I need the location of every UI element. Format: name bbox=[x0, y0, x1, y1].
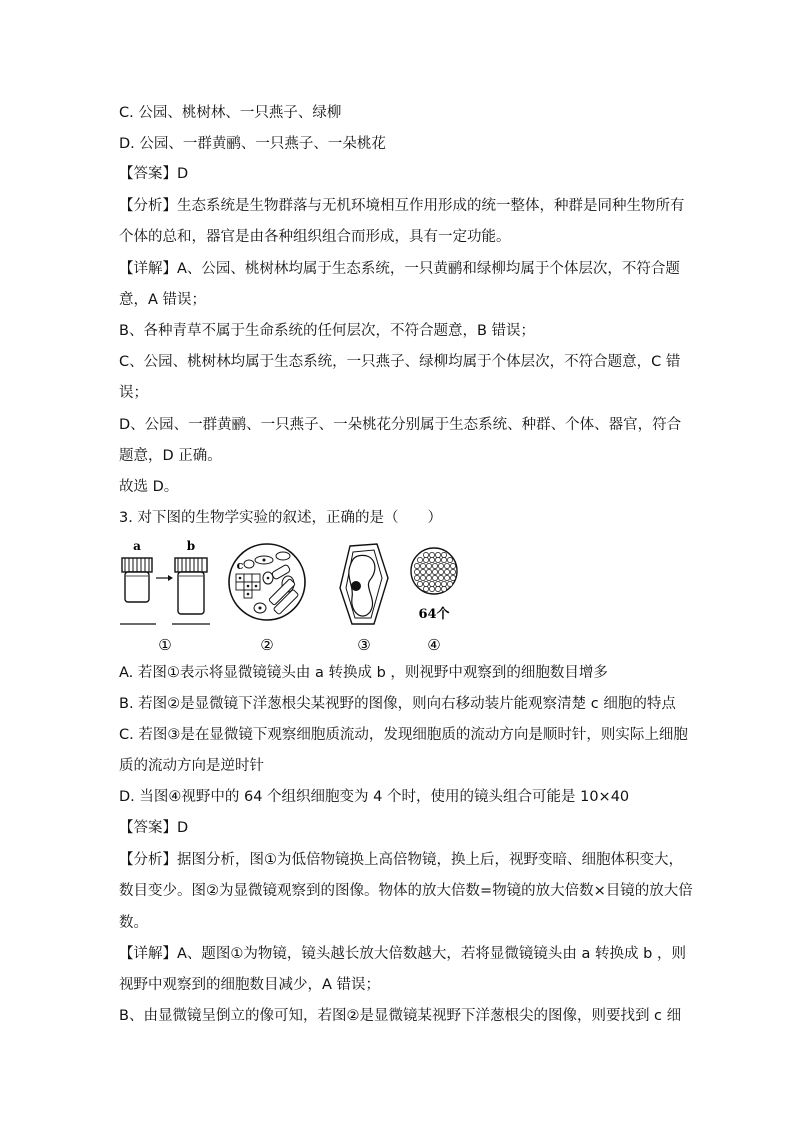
panel-4-number: ④ bbox=[427, 636, 441, 654]
detail-3-line2: 视野中观察到的细胞数目减少，A 错误； bbox=[119, 977, 381, 993]
plant-cell-view bbox=[340, 544, 388, 624]
conclusion-1: 故选 D。 bbox=[119, 479, 179, 495]
detail-1-line1: 【详解】A、公园、桃树林均属于生态系统，一只黄鹂和绿柳均属于个体层次，不符合题 bbox=[119, 261, 680, 277]
panel-1-number: ① bbox=[158, 636, 172, 654]
panel-2-number: ② bbox=[260, 636, 274, 654]
panel-3-number: ③ bbox=[357, 636, 371, 654]
detail-1-line4: C、公园、桃树林均属于生态系统，一只燕子、绿柳均属于个体层次，不符合题意，C 错 bbox=[119, 354, 681, 370]
detail-3-line3: B、由显微镜呈倒立的像可知，若图②是显微镜某视野下洋葱根尖的图像，则要找到 c 细 bbox=[119, 1008, 682, 1024]
analysis-3-line2: 数目变少。图②为显微镜观察到的图像。物体的放大倍数=物镜的放大倍数×目镜的放大倍 bbox=[119, 883, 693, 899]
option-c: C. 公园、桃树林、一只燕子、绿柳 bbox=[119, 105, 342, 121]
option-3c-line2: 质的流动方向是逆时针 bbox=[119, 758, 264, 774]
option-d: D. 公园、一群黄鹂、一只燕子、一朵桃花 bbox=[119, 136, 386, 152]
detail-3-line1: 【详解】A、题图①为物镜，镜头越长放大倍数越大，若将显微镜镜头由 a 转换成 b ，则 bbox=[119, 946, 686, 962]
analysis-3-line1: 【分析】据图分析，图①为低倍物镜换上高倍物镜，换上后，视野变暗、细胞体积变大， bbox=[119, 852, 683, 868]
microscope-figure bbox=[112, 538, 482, 656]
detail-1-line2: 意，A 错误； bbox=[119, 292, 207, 308]
answer-3: 【答案】D bbox=[119, 820, 189, 836]
answer-1: 【答案】D bbox=[119, 166, 189, 182]
lens-b-label: b bbox=[186, 539, 196, 553]
cell-c-label: c bbox=[236, 559, 244, 572]
root-tip-view bbox=[229, 544, 305, 620]
analysis-1-line2: 个体的总和，器官是由各种组织组合而形成，具有一定功能。 bbox=[119, 229, 511, 245]
option-3a: A. 若图①表示将显微镜镜头由 a 转换成 b ，则视野中观察到的细胞数目增多 bbox=[119, 665, 608, 681]
question-3: 3. 对下图的生物学实验的叙述，正确的是（ ） bbox=[119, 510, 442, 526]
detail-1-line6: D、公园、一群黄鹂、一只燕子、一朵桃花分别属于生态系统、种群、个体、器官，符合 bbox=[119, 417, 682, 433]
objective-lens-a bbox=[122, 558, 152, 602]
detail-1-line3: B、各种青草不属于生命系统的任何层次，不符合题意，B 错误； bbox=[119, 323, 536, 339]
analysis-1-line1: 【分析】生态系统是生物群落与无机环境相互作用形成的统一整体，种群是同种生物所有 bbox=[119, 198, 685, 214]
analysis-3-line3: 数。 bbox=[119, 915, 148, 931]
objective-lens-b bbox=[175, 558, 207, 614]
detail-1-line5: 误； bbox=[119, 385, 148, 401]
lens-a-label: a bbox=[133, 539, 141, 553]
cell-count-label: 64个 bbox=[418, 607, 450, 622]
tissue-field-view bbox=[411, 548, 457, 594]
detail-1-line7: 题意，D 正确。 bbox=[119, 448, 222, 464]
option-3c-line1: C. 若图③是在显微镜下观察细胞质流动，发现细胞质的流动方向是顺时针，则实际上细胞 bbox=[119, 727, 688, 743]
option-3d: D. 当图④视野中的 64 个组织细胞变为 4 个时，使用的镜头组合可能是 10×40 bbox=[119, 789, 630, 805]
option-3b: B. 若图②是显微镜下洋葱根尖某视野的图像，则向右移动装片能观察清楚 c 细胞的特点 bbox=[119, 696, 676, 712]
